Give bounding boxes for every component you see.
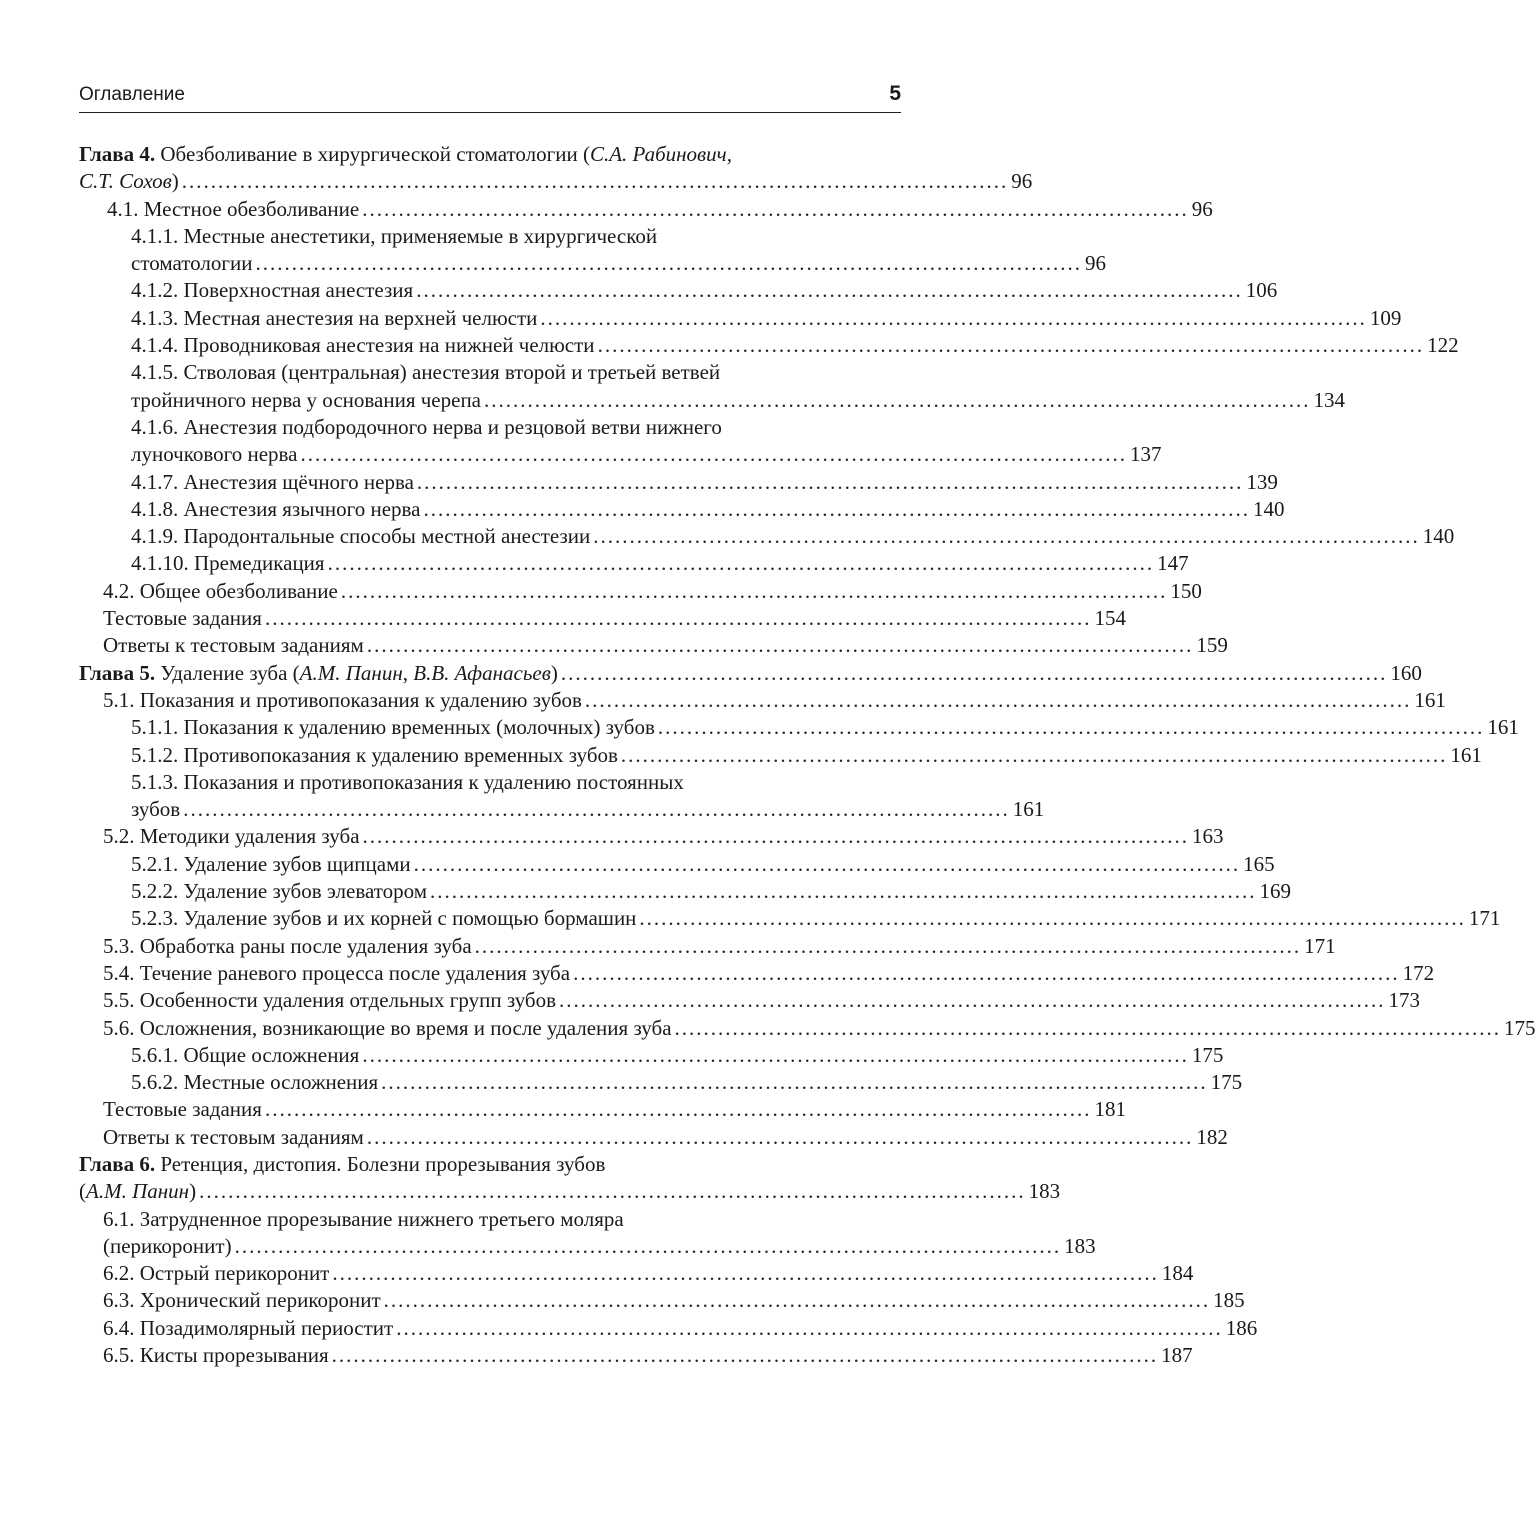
toc-page-number: 175 <box>1191 1042 1224 1067</box>
dot-leader: .................................................................................................................. <box>416 278 1243 303</box>
toc-text: 6.3. Хронический перикоронит <box>103 1288 381 1313</box>
dot-leader: .................................................................................................................. <box>332 1261 1159 1286</box>
toc-page-number: 161 <box>1487 715 1519 740</box>
dot-leader: .................................................................................................................. <box>597 333 1425 358</box>
toc-entry <box>79 414 897 441</box>
author-separator: , <box>402 660 414 685</box>
dot-leader: .................................................................................................................. <box>674 1015 1502 1040</box>
dot-leader: .................................................................................................................. <box>331 1343 1159 1368</box>
toc-page-number: 140 <box>1422 524 1455 549</box>
toc-text: 5.1.2. Противопоказания к удалению временных зубов <box>131 742 618 767</box>
toc-entry <box>79 987 1421 1014</box>
toc-entry <box>79 578 1202 605</box>
dot-leader: .................................................................................................................. <box>593 524 1420 549</box>
toc-text: 5.2.2. Удаление зубов элеватором <box>131 879 428 904</box>
toc-chapter-5 <box>79 660 1422 687</box>
toc-entry <box>79 550 1189 577</box>
toc-page-number: 137 <box>1130 442 1162 467</box>
toc-entry <box>79 687 1446 714</box>
toc-text: Тестовые задания <box>103 1097 262 1122</box>
closing-paren: ) <box>189 1179 197 1204</box>
toc-page-number: 187 <box>1161 1343 1193 1368</box>
toc-entry <box>79 305 1402 332</box>
toc-entry <box>79 1042 1224 1069</box>
dot-leader: .................................................................................................................. <box>560 660 1388 685</box>
toc-entry <box>79 823 1224 850</box>
toc-page-number: 147 <box>1157 551 1189 576</box>
toc-entry <box>79 469 1278 496</box>
toc-text: (перикоронит) <box>103 1233 232 1258</box>
dot-leader: .................................................................................................................. <box>366 1124 1194 1149</box>
toc-page-number: 171 <box>1304 933 1336 958</box>
toc-text: 5.3. Обработка раны после удаления зуба <box>103 933 472 958</box>
dot-leader: .................................................................................................................. <box>540 305 1367 330</box>
header-page-number: 5 <box>889 82 901 105</box>
dot-leader: .................................................................................................................. <box>199 1179 1026 1204</box>
chapter-authors: В.В. Афанасьев <box>413 660 551 685</box>
dot-leader: .................................................................................................................. <box>181 169 1009 194</box>
toc-text: Тестовые задания <box>103 606 262 631</box>
toc-page-number: 175 <box>1504 1015 1536 1040</box>
chapter-title: Обезболивание в хирургической стоматологии ( <box>155 142 590 166</box>
toc-text: 4.1.5. Стволовая (центральная) анестезия второй и третьей ветвей <box>131 360 721 385</box>
dot-leader: .................................................................................................................. <box>639 906 1466 931</box>
toc-text: 5.5. Особенности удаления отдельных групп зубов <box>103 988 557 1013</box>
toc-page-number: 154 <box>1094 606 1126 631</box>
toc-entry <box>79 1315 1258 1342</box>
toc-text: ) <box>171 169 179 194</box>
dot-leader: .................................................................................................................. <box>430 879 1257 904</box>
toc-text: 5.4. Течение раневого процесса после удаления зуба <box>103 960 571 985</box>
toc-text: 4.1.10. Премедикация <box>131 551 325 576</box>
toc-entry <box>79 1096 1126 1123</box>
toc-entry <box>79 277 1278 304</box>
toc-entry <box>79 250 1106 277</box>
toc-entry <box>79 878 1292 905</box>
toc-text: 4.1.2. Поверхностная анестезия <box>131 278 414 303</box>
toc-page-number: 175 <box>1210 1070 1243 1095</box>
toc-text: 4.1.6. Анестезия подбородочного нерва и резцовой ветви нижнего <box>131 414 722 439</box>
toc-page-number: 183 <box>1064 1233 1096 1258</box>
toc-text: 5.2.3. Удаление зубов и их корней с помощью бормашин <box>131 906 637 931</box>
dot-leader: .................................................................................................................. <box>573 960 1400 985</box>
dot-leader: .................................................................................................................. <box>327 551 1155 576</box>
toc-page-number: 96 <box>1011 169 1033 194</box>
toc-entry <box>79 332 1459 359</box>
toc-entry <box>79 1069 1243 1096</box>
dot-leader: .................................................................................................................. <box>362 824 1190 849</box>
toc-text: Ответы к тестовым заданиям <box>103 1124 364 1149</box>
toc-text: 6.4. Позадимолярный периостит <box>103 1315 394 1340</box>
toc-entry <box>79 496 1285 523</box>
toc-page-number: 106 <box>1245 278 1278 303</box>
toc-text: 6.5. Кисты прорезывания <box>103 1343 329 1368</box>
toc-chapter-4-line1 <box>79 141 897 168</box>
toc-text: 4.1.9. Пародонтальные способы местной анестезии <box>131 524 591 549</box>
toc-entry <box>79 769 897 796</box>
toc-page-number: 122 <box>1427 333 1459 358</box>
toc-entry <box>79 605 1126 632</box>
dot-leader: .................................................................................................................. <box>362 196 1189 221</box>
toc-page-number: 165 <box>1243 851 1275 876</box>
toc-entry <box>79 523 1455 550</box>
toc-text: 4.1. Местное обезболивание <box>107 196 360 221</box>
toc-text: 6.1. Затрудненное прорезывание нижнего третьего моляра <box>103 1206 624 1231</box>
dot-leader: .................................................................................................................. <box>620 742 1448 767</box>
toc-chapter-4-line2 <box>79 168 1033 195</box>
chapter-authors: А.М. Панин <box>299 660 403 685</box>
dot-leader: .................................................................................................................. <box>559 988 1386 1013</box>
toc-page-number: 186 <box>1225 1315 1258 1340</box>
toc-page-number: 185 <box>1213 1288 1245 1313</box>
toc-entry <box>79 851 1275 878</box>
toc-text: Ответы к тестовым заданиям <box>103 633 364 658</box>
chapter-title: Ретенция, дистопия. Болезни прорезывания зубов <box>155 1151 606 1176</box>
toc-entry <box>79 1015 1536 1042</box>
toc-page-number: 163 <box>1192 824 1224 849</box>
toc-page-number: 161 <box>1414 687 1446 712</box>
toc-page-number: 171 <box>1468 906 1501 931</box>
toc-entry <box>79 387 1345 414</box>
toc-entry <box>79 1260 1194 1287</box>
toc-text: 5.6. Осложнения, возникающие во время и после удаления зуба <box>103 1015 672 1040</box>
toc-page-number: 182 <box>1196 1124 1228 1149</box>
chapter-label: Глава 5. <box>79 660 156 685</box>
toc-text: зубов <box>131 797 181 822</box>
chapter-authors: А.М. Панин <box>86 1179 190 1204</box>
dot-leader: .................................................................................................................. <box>474 933 1302 958</box>
toc-entry <box>79 441 1162 468</box>
chapter-title: Удаление зуба ( <box>155 660 300 685</box>
toc-page-number: 184 <box>1161 1261 1194 1286</box>
toc-page-number: 134 <box>1313 387 1345 412</box>
toc-page-number: 161 <box>1012 797 1045 822</box>
toc-entry <box>79 223 897 250</box>
dot-leader: .................................................................................................................. <box>413 851 1241 876</box>
dot-leader: .................................................................................................................. <box>255 251 1082 276</box>
toc-text: 6.2. Острый перикоронит <box>103 1261 330 1286</box>
toc-entry <box>79 933 1336 960</box>
toc-page-number: 96 <box>1191 196 1213 221</box>
dot-leader: .................................................................................................................. <box>300 442 1128 467</box>
dot-leader: .................................................................................................................. <box>416 469 1244 494</box>
toc-text: 5.2. Методики удаления зуба <box>103 824 360 849</box>
toc-page-number: 183 <box>1028 1179 1061 1204</box>
chapter-label: Глава 6. <box>79 1151 156 1176</box>
toc-entry <box>79 796 1045 823</box>
toc-entry <box>79 1206 897 1233</box>
toc-text: 4.1.3. Местная анестезия на верхней челюсти <box>131 305 538 330</box>
toc-entry <box>79 359 897 386</box>
toc-page-number: 159 <box>1196 633 1228 658</box>
toc-chapter-6-line1 <box>79 1151 897 1178</box>
dot-leader: .................................................................................................................. <box>264 1097 1092 1122</box>
toc-text: 4.1.4. Проводниковая анестезия на нижней челюсти <box>131 333 595 358</box>
toc-text: 5.1.1. Показания к удалению временных (молочных) зубов <box>131 715 655 740</box>
toc-text: 5.6.2. Местные осложнения <box>131 1070 379 1095</box>
toc-text: 5.1.3. Показания и противопоказания к удалению постоянных <box>131 769 684 794</box>
toc-text: 4.1.7. Анестезия щёчного нерва <box>131 469 414 494</box>
toc-text: 4.1.1. Местные анестетики, применяемые в хирургической <box>131 223 658 248</box>
toc-text: 4.2. Общее обезболивание <box>103 578 338 603</box>
chapter-authors: С.А. Рабинович, <box>589 142 732 166</box>
toc-text: тройничного нерва у основания черепа <box>131 387 481 412</box>
dot-leader: .................................................................................................................. <box>584 687 1412 712</box>
toc-text: стоматологии <box>131 251 253 276</box>
toc-entry <box>79 1342 1193 1369</box>
dot-leader: .................................................................................................................. <box>383 1288 1211 1313</box>
dot-leader: .................................................................................................................. <box>264 606 1092 631</box>
dot-leader: .................................................................................................................. <box>366 633 1194 658</box>
toc-page-number: 109 <box>1369 305 1402 330</box>
toc-entry <box>79 714 1519 741</box>
toc-page-number: 172 <box>1402 960 1435 985</box>
header-title: Оглавление <box>79 84 185 105</box>
toc-page-number: 160 <box>1390 660 1422 685</box>
toc-text: 5.1. Показания и противопоказания к удалению зубов <box>103 687 582 712</box>
dot-leader: .................................................................................................................. <box>183 797 1010 822</box>
dot-leader: .................................................................................................................. <box>484 387 1311 412</box>
dot-leader: .................................................................................................................. <box>396 1315 1223 1340</box>
toc-page-number: 169 <box>1259 879 1292 904</box>
toc-page-number: 139 <box>1246 469 1278 494</box>
toc-entry <box>79 1287 1245 1314</box>
toc-entry <box>79 1124 1228 1151</box>
toc-text: 4.1.8. Анестезия язычного нерва <box>131 496 421 521</box>
toc-text: 5.6.1. Общие осложнения <box>131 1042 360 1067</box>
open-paren: ( <box>79 1179 86 1204</box>
toc-entry <box>79 1233 1096 1260</box>
running-header <box>79 84 901 113</box>
dot-leader: .................................................................................................................. <box>362 1042 1189 1067</box>
toc-page-number: 96 <box>1084 251 1106 276</box>
toc-page-number: 140 <box>1253 496 1285 521</box>
dot-leader: .................................................................................................................. <box>340 578 1168 603</box>
toc-entry <box>79 632 1228 659</box>
toc-text: луночкового нерва <box>131 442 298 467</box>
chapter-authors: С.Т. Сохов <box>79 169 172 194</box>
dot-leader: .................................................................................................................. <box>381 1070 1208 1095</box>
toc-page-number: 173 <box>1388 988 1421 1013</box>
dot-leader: .................................................................................................................. <box>657 715 1485 740</box>
toc-page-number: 181 <box>1094 1097 1126 1122</box>
dot-leader: .................................................................................................................. <box>234 1233 1062 1258</box>
dot-leader: .................................................................................................................. <box>423 496 1250 521</box>
chapter-label: Глава 4. <box>79 142 156 166</box>
toc-text: 5.2.1. Удаление зубов щипцами <box>131 851 411 876</box>
toc-page-number: 161 <box>1450 742 1482 767</box>
table-of-contents <box>79 141 1536 1369</box>
toc-page-number: 150 <box>1170 578 1202 603</box>
toc-entry <box>79 905 1501 932</box>
toc-entry <box>79 960 1435 987</box>
closing-paren: ) <box>550 660 558 685</box>
toc-chapter-6-line2 <box>79 1178 1061 1205</box>
toc-entry <box>79 196 1213 223</box>
toc-entry <box>79 742 1482 769</box>
